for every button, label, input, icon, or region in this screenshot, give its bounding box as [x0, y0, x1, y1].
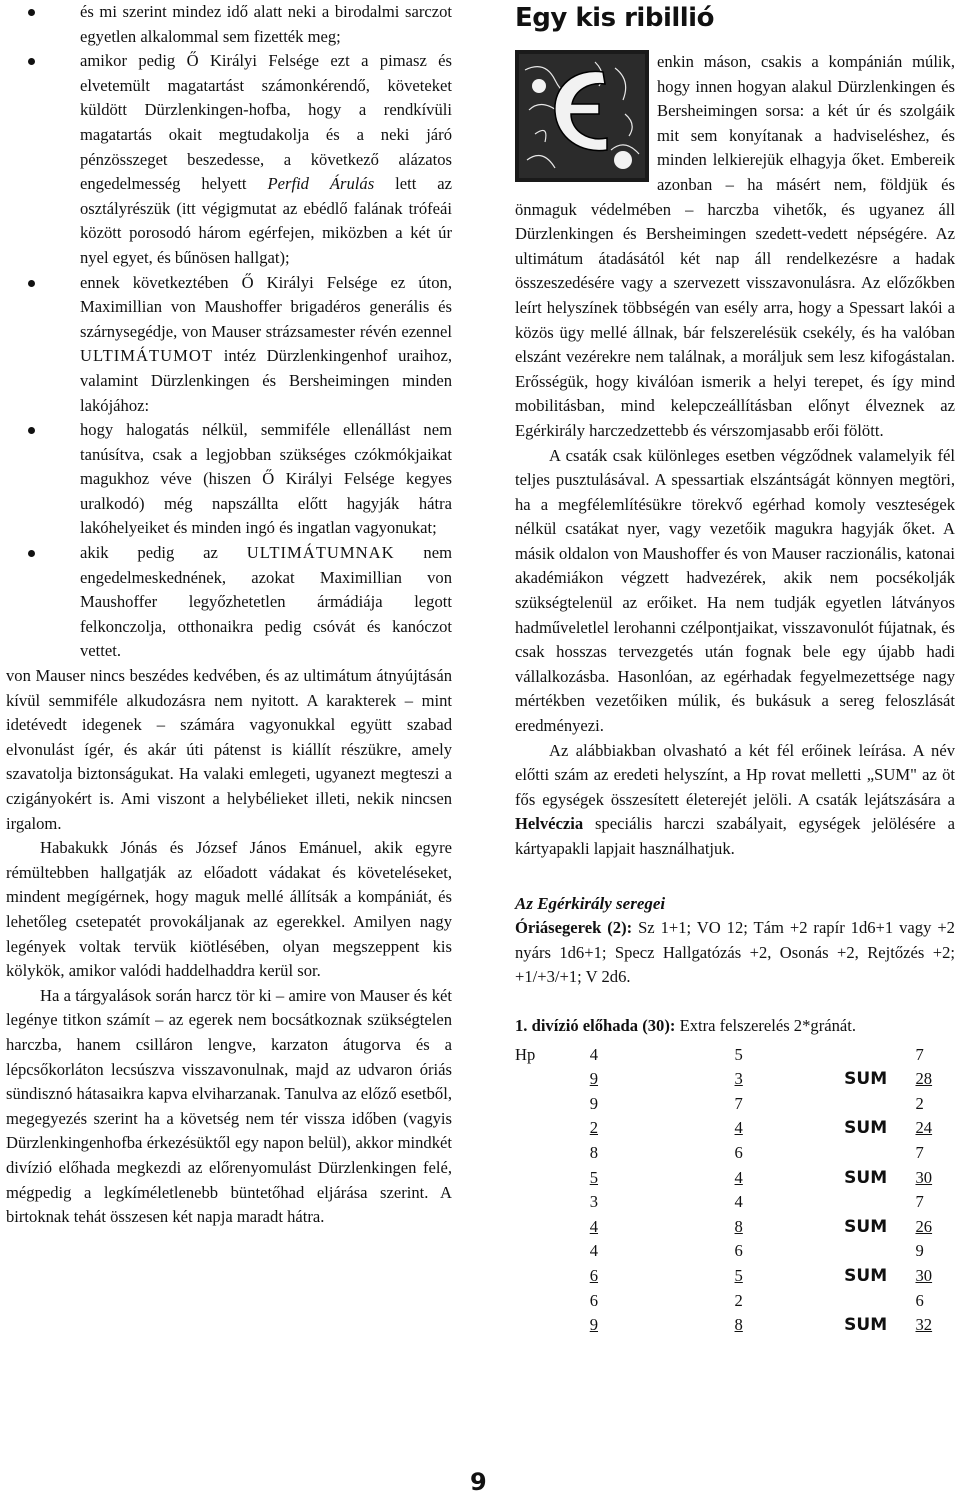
hp-cell: 4: [589, 1044, 599, 1064]
hp-cell: 2: [915, 1093, 924, 1113]
hp-label-cell: [515, 1092, 590, 1117]
hp-cell: 7: [915, 1142, 924, 1162]
hp-cell: 5: [734, 1265, 743, 1285]
table-row: [515, 1190, 955, 1215]
list-item: akik pedig az ULTIMÁTUMNAK nem engedelmeskednének, azokat Maximillian von Maushoffer legyőzhetetlen ármádiája legott felkonczolja, otthonaikra pedig csóvát és kanóczot vettet.: [6, 541, 452, 664]
list-item: amikor pedig Ő Királyi Felsége ezt a pimasz és elvetemült magatartást számonkérendő, követeket küldött Dürzlenkingen-hofba, hogy a rendkívüli magatartás okait megtudakolja és a neki járó pénzösszeget beszedesse, a következő alázatos engedelmesség helyett Perfid Árulás lett az osztályrészük (itt végigmutat az ebédlő falának trófeái között porosodó három egérfejen, miközben a két úr nyel egyet, és bűnösen hallgat);: [6, 49, 452, 270]
table-row: [515, 1141, 955, 1166]
right-column: [515, 0, 955, 1338]
hp-cell: 4: [734, 1167, 743, 1187]
table-row: [515, 1313, 955, 1338]
hp-label-cell: [515, 1067, 590, 1092]
hp-cell: [844, 1289, 915, 1314]
left-column: [6, 0, 452, 1230]
hp-cell: 8: [589, 1142, 599, 1162]
hp-cell: 9: [915, 1241, 924, 1261]
hp-cell: 6: [589, 1265, 599, 1285]
paragraph-mauser: von Mauser nincs beszédes kedvében, és az ultimátum átnyújtásán kívül semmiféle alkudozásra nem nyitott. A karakterek – mint idetévedt idegenek – számára vagyonukkal együtt szabad elvonulást ígér, és akár úti pátenst is kiállít részükre, amely szavatolja biztonságukat. Ha valaki emlegeti, ugyanezt megteszi a czigányokért is. Ami viszont a helybélieket illeti, nekik nincsen irgalom.: [6, 666, 452, 833]
table-row: [515, 1043, 955, 1068]
list-item: hogy halogatás nélkül, semmiféle ellenállást nem tanúsítva, csak a legjobban szükséges czókmókjaikat magukhoz véve (hiszen Ő Királyi Felsége kegyes uralkodó) még napszállta előtt hagyják hátra lakóhelyeiket és minden ingó és ingatlan vagyonukat;: [6, 418, 452, 541]
hp-cell: [844, 1190, 915, 1215]
paragraph-harcz: Ha a tárgyalások során harcz tör ki – amire von Mauser és két legénye titkon számít – az egerek nem bocsátkoznak szükségtelen harczba, hanem csilláron lengve, karzaton átugorva és a lépcsőkorláton lecsúszva visszavonulnak, majd az udvaron óriás sündisznó hátasaikra kapva elviharzanak. Tanulva az előző esetből, megegyezés szerint ha a követség nem tér vissza időben (vagyis Dürzlenkingenhofba érkezésüktől egy napon belül), akkor mindkét divízió előhada megkezdi az előrenyomulást Dürzlenkingen felé, mégpedig a legkíméletlenebb büntetőhad eljárása szerint. A birtoknak tehát összesen két napja maradt hátra.: [6, 985, 452, 1227]
hp-cell: 6: [589, 1290, 599, 1310]
table-row: [515, 1239, 955, 1264]
division-label: 1. divízió előhada (30):: [515, 1015, 676, 1035]
hp-cell: 30: [915, 1265, 933, 1285]
hp-cell: 7: [734, 1093, 743, 1113]
hp-table: [515, 1043, 955, 1338]
hp-cell: 4: [589, 1241, 599, 1261]
hp-cell: [844, 1141, 915, 1166]
hp-cell: [844, 1092, 915, 1117]
hp-cell: 9: [589, 1093, 599, 1113]
hp-cell: 2: [734, 1290, 743, 1310]
giant-mice-label: Óriásegerek (2):: [515, 918, 633, 938]
hp-cell: 9: [589, 1315, 599, 1335]
hp-cell: SUM: [844, 1265, 888, 1286]
hp-cell: 4: [734, 1118, 743, 1138]
hp-cell: 2: [589, 1118, 599, 1138]
table-row: [515, 1166, 955, 1191]
giant-mice-entry: [515, 916, 955, 990]
hp-cell: 32: [915, 1315, 933, 1335]
giant-mice-stats: Sz 1+1; VO 12; Tám +2 rapír 1d6+1 vagy +2 nyárs 1d6+1; Specz Hallgatózás +2, Osonás +2, Rejtőzés +2; +1/+3/+1; V 2d6.: [515, 918, 955, 987]
hp-label-cell: [515, 1239, 590, 1264]
hp-cell: SUM: [844, 1069, 888, 1090]
hp-cell: 24: [915, 1118, 933, 1138]
hp-cell: SUM: [844, 1216, 888, 1237]
hp-label-cell: [515, 1313, 590, 1338]
hp-cell: 7: [915, 1044, 924, 1064]
hp-label-cell: [515, 1190, 590, 1215]
hp-cell: SUM: [844, 1118, 888, 1139]
hp-cell: 6: [734, 1241, 743, 1261]
table-row: [515, 1116, 955, 1141]
list-item: és mi szerint mindez idő alatt neki a birodalmi sarczot egyetlen alkalommal sem fizették meg;: [6, 0, 452, 49]
decorated-initial-e-woodcut-icon: [515, 50, 649, 182]
hp-label-cell: [515, 1141, 590, 1166]
hp-cell: 26: [915, 1216, 933, 1236]
table-row: [515, 1092, 955, 1117]
hp-cell: SUM: [844, 1167, 888, 1188]
hp-cell: 4: [589, 1216, 599, 1236]
hp-label-cell: [515, 1264, 590, 1289]
ultimatum-list: [6, 0, 452, 664]
hp-label-cell: Hp: [515, 1044, 536, 1064]
paragraph-leiras: Az alábbiakban olvasható a két fél erőinek leírása. A név előtti szám az eredeti helyszínt, a Hp rovat melletti „SUM" az öt fős egységek összesített életerejét jelöli. A csaták lejátszására a Helvéczia speciális harczi szabályait, egységek jelölésére a kártyapakli lapjait használhatjuk.: [515, 740, 955, 858]
hp-cell: [844, 1043, 915, 1068]
hp-cell: 3: [589, 1192, 599, 1212]
hp-label-cell: [515, 1289, 590, 1314]
hp-label-cell: [515, 1215, 590, 1240]
hp-cell: 30: [915, 1167, 933, 1187]
division-entry: [515, 1014, 955, 1039]
hp-cell: 7: [915, 1192, 924, 1212]
hp-cell: 5: [589, 1167, 599, 1187]
hp-cell: 8: [734, 1216, 743, 1236]
table-row: [515, 1289, 955, 1314]
table-row: [515, 1067, 955, 1092]
page-number: 9: [470, 1468, 487, 1496]
hp-cell: 28: [915, 1069, 933, 1089]
intro-block: [515, 50, 955, 444]
hp-label-cell: [515, 1166, 590, 1191]
list-item: ennek következtében Ő Királyi Felsége ez úton, Maximillian von Maushoffer brigadéros generális és szárnysegédje, von Mauser strázsamester révén ezennel ULTIMÁTUMOT intéz Dürzlenkingenhof uraihoz, valamint Dürzlenkingen és Bersheimingen minden lakójához:: [6, 271, 452, 419]
hp-cell: 8: [734, 1315, 743, 1335]
paragraph-intro: enkin máson, csakis a kompánián múlik, hogy innen hogyan alakul Dürzlenkingen és Bersheimingen sorsa: a két úr és szolgáik mit sem konyítanak a hadviseléshez, és minden lelkierejük elhagyja őket. Embereik azonban – ha másért nem, földjük és önmaguk védelmében – harczba vihetők, és ugyanez áll Dürzlenkingen és Bersheimingen szedett-vedett népségére. Az ultimátum átadásától két nap áll rendelkezésre a hadak összeszedésére vagy a szervezett visszavonulásra. Az előzőkben leírt helyszínek többségén van esély arra, hogy a Spessart lakói a közös ügy mellé állnak, bár felszerelésük csekély, és ha valóban elszánt vezérekre nem találnak, a moráljuk sem lesz kifogástalan. Erősségük, hogy kiválóan ismerik a helyi terepet, és így mind mobilitásban, mind kelepczeállításban előnyt élveznek az Egérkirály harczedzettebb és vérszomjasabb erői fölött.: [515, 52, 955, 440]
hp-cell: SUM: [844, 1315, 888, 1336]
hp-cell: 6: [915, 1290, 924, 1310]
paragraph-habakukk: Habakukk Jónás és József János Emánuel, akik egyre rémültebben hallgatják az előadott vádakat és követeléseket, mindent megígérnek, hogy maguk mellé állítsák a kompániát, és lehetőleg csetepatét provokáljanak az egerekkel. Amilyen nagy legények voltak tervük kiötlésében, olyan megszeppent kis kölykök, amikor valódi haddelhaddra kerül sor.: [6, 838, 452, 981]
division-text: Extra felszerelés 2*gránát.: [679, 1015, 857, 1035]
hp-cell: [844, 1239, 915, 1264]
section-title: Egy kis ribillió: [515, 3, 714, 33]
hp-cell: 5: [734, 1044, 743, 1064]
army-heading: Az Egérkirály seregei: [515, 893, 666, 913]
hp-cell: 4: [734, 1192, 743, 1212]
hp-cell: 6: [734, 1142, 743, 1162]
table-row: [515, 1215, 955, 1240]
table-row: [515, 1264, 955, 1289]
hp-cell: 3: [734, 1069, 743, 1089]
hp-label-cell: [515, 1116, 590, 1141]
paragraph-csatak: A csaták csak különleges esetben végződnek valamelyik fél teljes pusztulásával. A spessartiak elszántságát könnyen megtöri, ha a megfélemlítésükre törekvő egérhad komoly veszteségek nélkül csatákat nyer, vagy vezetőik magukra hagyják őket. A másik oldalon von Maushoffer és von Mauser raczionális, katonai akadémiákon végzett hadvezérek, akik nem pocsékolják szükségtelenül az erőiket. Ha nem tudják egyetlen látványos hadműveletlel lerohanni czélpontjaikat, visszavonulót fújatnak, és csak hosszas tervezgetés után fognak bele egy újabb hadi vállalkozásba. Hasonlóan, az egérhadak fegyelmezettsége nagy mértékben vezetőiken múlik, és bukásuk a sereg feloszlását eredményezi.: [515, 445, 955, 736]
hp-cell: 9: [589, 1069, 599, 1089]
